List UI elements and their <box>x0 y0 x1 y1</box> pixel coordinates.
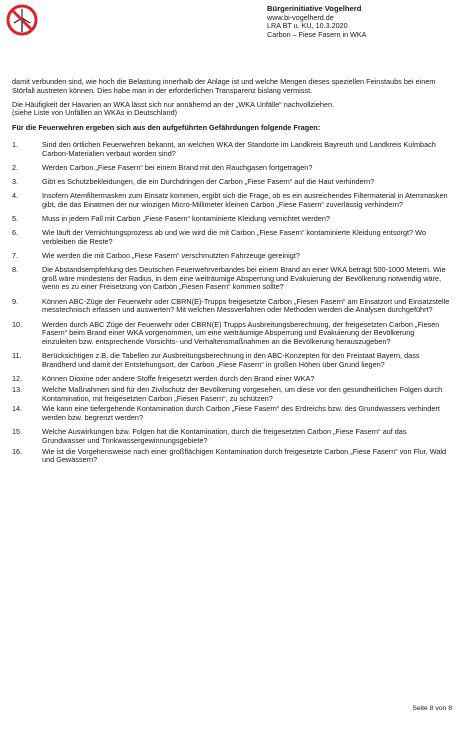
question-text: Sind den örtlichen Feuerwehren bekannt, an welchen WKA der Standorte im Landkreis Bayreuth und Landkreis Kulmbach Carbon-Materialien verbaut worden sind? <box>42 139 436 158</box>
question-text: Wie kann eine tiefergehende Kontamination durch Carbon „Fiese Fasern“ des Erdreichs bzw. des Grundwassers verhindert werden bzw. begrenzt werden? <box>42 404 440 423</box>
question-text: Wie werden die mit Carbon „Fiese Fasern“ verschmutzten Fahrzeuge gereinigt? <box>42 250 300 260</box>
question-item <box>12 298 450 316</box>
question-number: 8. <box>12 264 19 274</box>
website-link[interactable]: www.bi-vogelherd.de <box>267 12 334 22</box>
question-number: 11. <box>12 351 22 361</box>
question-text: Wie ist die Vorgehensweise nach einer großflächigen Kontamination durch freigesetzte Carbon „Fiese Fasern“ von Flur, Wald und Gewässern? <box>42 446 447 465</box>
no-wind-turbine-logo <box>6 4 38 36</box>
question-number: 2. <box>12 162 19 172</box>
question-number: 7. <box>12 250 19 260</box>
accident-paragraph <box>12 101 450 119</box>
question-text: Die Abstandsempfehlung des Deutschen Feuerwehrverbandes bei einem Brand an einer WKA beträgt 500-1000 Metern. Wie groß wäre mindestens der Radius, in dem eine weiträumige Absperrung und Evakuierung der Bevölkerung notwendig wäre, wenn es zu einer Freisetzung von Carbon „Fiesen Fasern“ kommen sollte? <box>42 264 446 292</box>
question-item <box>12 192 450 210</box>
question-text: Gibt es Schutzbekleidungen, die ein Durchdringen der Carbon „Fiese Fasern“ auf die Haut verhindern? <box>42 176 375 186</box>
question-text: Welche Auswirkungen bzw. Folgen hat die Kontamination, durch die freigesetzten Carbon „Fiese Fasern“ auf das Grundwasser und Trinkwassergewinnungsgebiete? <box>42 427 407 445</box>
subject-line: Carbon – Fiese Fasern in WKA <box>267 29 367 39</box>
question-item <box>12 164 450 173</box>
organization-name: Bürgerinitiative Vogelherd <box>267 4 362 13</box>
question-number: 4. <box>12 190 19 200</box>
question-number: 12. <box>12 374 23 384</box>
question-number: 15. <box>12 427 23 437</box>
questions-list <box>12 141 450 465</box>
accident-sentence: Die Häufigkeit der Havarien an WKA lässt sich nur annähernd an der „WKA Unfälle“ nachvollziehen. <box>12 99 335 109</box>
question-text: Können Dioxine oder andere Stoffe freigesetzt werden durch den Brand einer WKA? <box>42 374 315 384</box>
reference-line: LRA BT u. KU, 10.3.2020 <box>267 21 348 31</box>
question-number: 6. <box>12 227 19 237</box>
question-number: 13. <box>12 384 23 394</box>
question-item <box>12 266 450 292</box>
question-text: Berücksichtigen z.B. die Tabellen zur Ausbreitungsberechnung in den ABC-Konzepten für den Freistaat Bayern, dass Brandherd und damit der Entstehungsort, der Carbon „Fiese Fasern“ in großen Höhen über Grund liegen? <box>42 351 420 369</box>
question-text: Werden durch ABC Züge der Feuerwehr oder CBRN(E) Trupps Ausbreitungsberechnung, der freigesetzten Carbon „Fiesen Fasern“ beim Brand einer WKA vorgenommen, um eine weiträumige Absperrung und Evakuierung der Bevölkerung einzuleiten bzw. entsprechende Vorsichts- und Verhaltensmaßnahmen an die Bevölkerung herauszugeben? <box>42 319 440 347</box>
question-item <box>12 215 450 224</box>
question-number: 9. <box>12 296 19 306</box>
question-number: 16. <box>12 446 23 456</box>
question-item <box>12 405 450 423</box>
question-number: 1. <box>12 139 19 149</box>
question-item <box>12 321 450 347</box>
document-header <box>267 5 452 39</box>
question-item <box>12 252 450 261</box>
question-text: Werden Carbon „Fiese Fasern“ bei einem Brand mit den Rauchgasen fortgetragen? <box>42 162 313 172</box>
question-number: 14. <box>12 404 23 414</box>
question-item <box>12 448 450 466</box>
question-text: Muss in jedem Fall mit Carbon „Fiese Fasern“ kontaminierte Kleidung vernichtet werden? <box>42 213 330 223</box>
question-item <box>12 375 450 384</box>
question-item <box>12 428 450 446</box>
question-item <box>12 386 450 404</box>
questions-heading: Für die Feuerwehren ergeben sich aus den aufgeführten Gefährdungen folgende Fragen: <box>12 123 321 132</box>
question-item <box>12 352 450 370</box>
question-text: Wie läuft der Vernichtungsprozess ab und wie wird die mit Carbon „Fiese Fasern“ kontaminierte Kleidung entsorgt? Wo verbleiben die Reste? <box>42 227 426 246</box>
question-text: Können ABC-Züge der Feuerwehr oder CBRN(E)-Trupps freigesetzte Carbon „Fiesen Fasern“ am Einsatzort und Einsatzstelle messtechnisch erfassen und auswerten? Mit welchen Messverfahren oder Methoden werden die Analysen durchgeführt? <box>42 296 450 315</box>
question-item <box>12 141 450 159</box>
question-item <box>12 229 450 247</box>
document-body <box>12 78 450 471</box>
accident-list-note: (siehe Liste von Unfällen an WKAs in Deutschland) <box>12 108 178 118</box>
intro-paragraph: damit verbunden sind, wie hoch die Belastung innerhalb der Anlage ist und welche Mengen dieses speziellen Feinstaubs bei einem Störfall austreten können. Dies habe man in der erforderlichen Transparenz bislang vermisst. <box>12 77 436 95</box>
question-text: Welche Maßnahmen sind für den Zivilschutz der Bevölkerung vorgesehen, um diese vor den gesundheitlichen Folgen durch Kontamination, mit freigesetzten Carbon „Fiesen Fasern“, zu schützen? <box>42 384 443 403</box>
question-number: 5. <box>12 213 19 223</box>
question-number: 3. <box>12 176 19 186</box>
question-item <box>12 178 450 187</box>
page-number: Seite 8 von 8 <box>412 705 452 712</box>
question-text: Insofern Atemfiltermasken zum Einsatz kommen, ergibt sich die Frage, ob es ein ausreichendes Filtermaterial in Atemmasken gibt, die das Einatmen der nur winzigen Micro-Millimeter kleinen Carbon „Fiese Fasern“ zuverlässig verhindern? <box>42 190 448 209</box>
question-number: 10. <box>12 319 23 329</box>
